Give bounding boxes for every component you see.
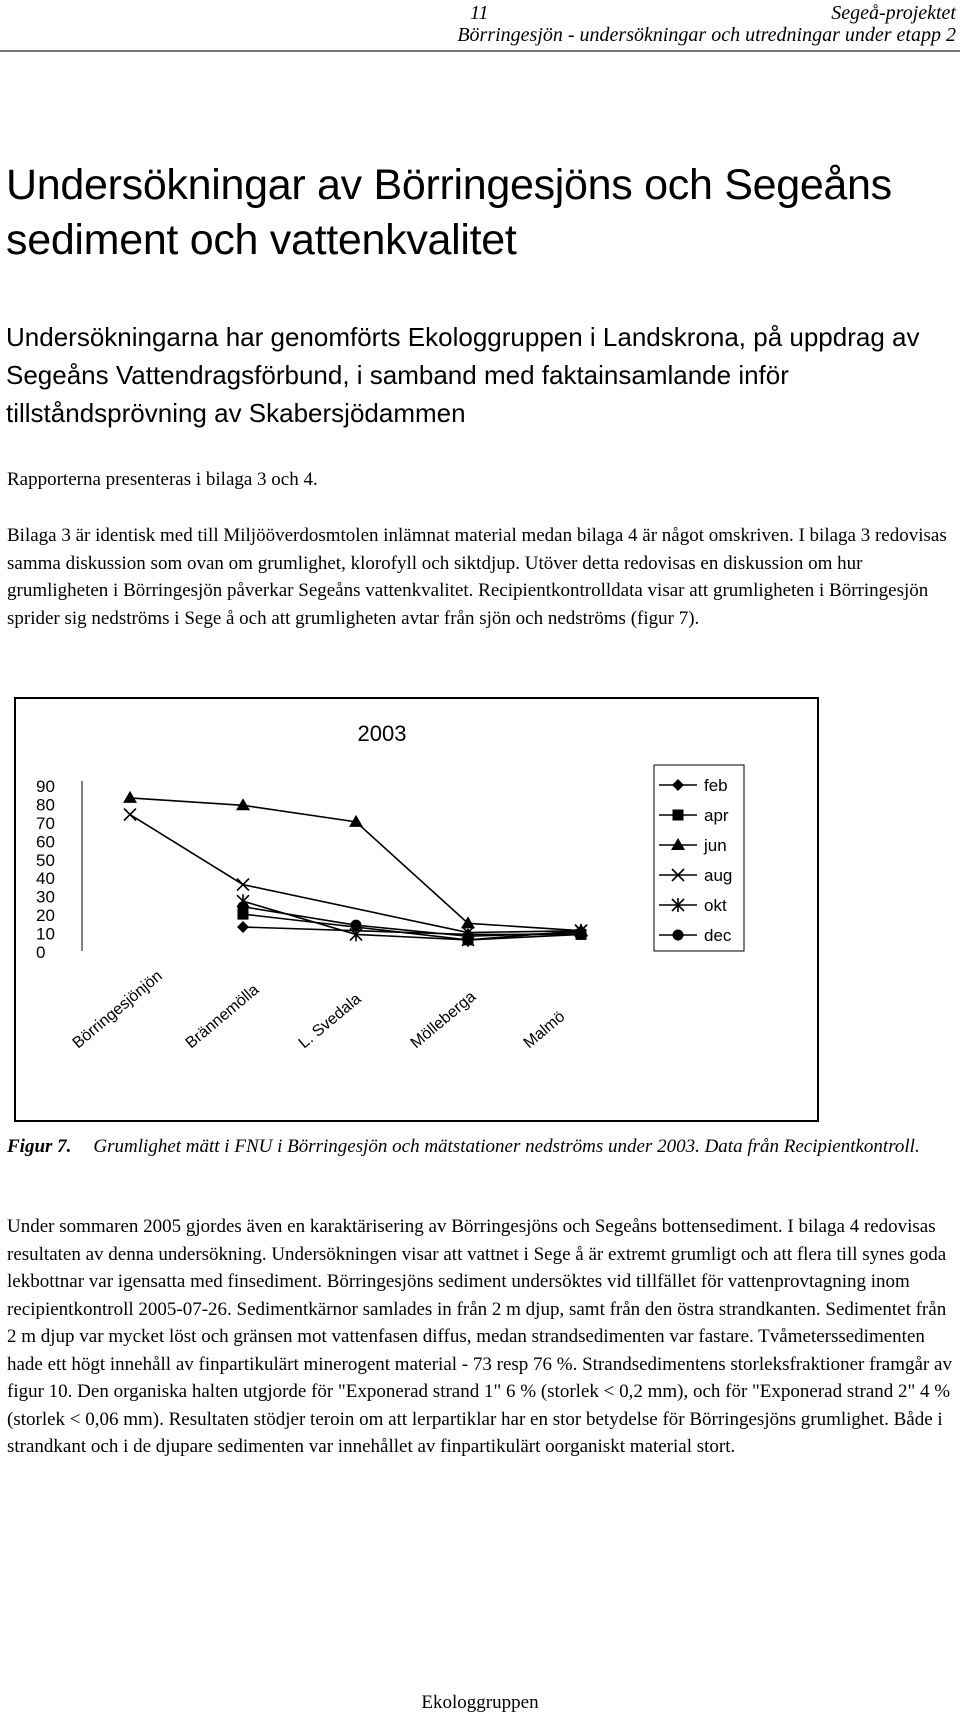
- header-project: Segeå-projektet: [831, 2, 956, 24]
- page-number: 11: [470, 2, 489, 24]
- caption-text: Grumlighet mätt i FNU i Börringesjön och mätstationer nedströms under 2003. Data från Recipientkontroll.: [93, 1136, 920, 1157]
- data-point-dec: [238, 901, 249, 912]
- legend-label: okt: [704, 896, 727, 915]
- paragraph-3: Under sommaren 2005 gjordes även en karaktärisering av Börringesjöns och Segeåns bottensediment. I bilaga 4 redovisas resultaten av denna undersökning. Undersökningen visar att vattnet i Sege å är extremt grumligt och att flera till synes goda lekbottnar var igensatta med finsediment. Börringesjöns sediment undersöktes vid tillfället för vattenprovtagning inom recipientkontroll 2005-07-26. Sedimentkärnor samlades in från 2 m djup, samt från den östra strandkanten. Sedimentet från 2 m djup var mycket löst och gränsen mot vattenfasen diffus, medan strandsedimenten var fastare. Tvåmeterssedimenten hade ett högt innehåll av finpartikulärt minerogent material - 73 resp 76 %. Strandsedimentens storleksfraktioner framgår av figur 10. Den organiska halten utgjorde för "Exponerad strand 1" 6 % (storlek < 0,2 mm), och för "Exponerad strand 2" 4 % (storlek < 0,06 mm). Resultaten stödjer teroin om att lerpartiklar har en stor betydelse för Börringesjöns grumlighet. Både i strandkant och i de djupare sedimenten var innehållet av finpartikulärt oorganiskt material stort.: [7, 1216, 952, 1457]
- y-tick-label: 20: [36, 906, 55, 926]
- y-tick-label: 30: [36, 887, 55, 907]
- chart-legend: [654, 765, 744, 951]
- data-point-dec: [351, 920, 362, 931]
- data-point-feb: [237, 921, 249, 933]
- legend-label: dec: [704, 926, 732, 945]
- x-tick-label: L. Svedala: [295, 990, 365, 1053]
- caption-label: Figur 7.: [7, 1136, 72, 1157]
- data-point-dec: [576, 927, 587, 938]
- data-point-dec: [463, 931, 474, 942]
- data-point-aug: [237, 879, 249, 891]
- legend-marker-apr: [673, 810, 684, 821]
- y-tick-label: 40: [36, 869, 55, 889]
- y-tick-label: 60: [36, 832, 55, 852]
- header-subtitle: Börringesjön - undersökningar och utredningar under etapp 2: [457, 24, 956, 46]
- data-point-aug: [124, 809, 136, 821]
- x-tick-label: Brännemölla: [182, 981, 263, 1053]
- y-tick-label: 80: [36, 795, 55, 815]
- chart-svg: [16, 699, 817, 1120]
- paragraph-1: Rapporterna presenteras i bilaga 3 och 4.: [7, 469, 318, 490]
- chart-title: 2003: [357, 721, 407, 746]
- figure-7-chart: [14, 697, 819, 1122]
- legend-marker-feb: [672, 779, 684, 791]
- x-tick-label: Mölleberga: [407, 988, 480, 1053]
- header-rule: [0, 50, 960, 52]
- series-line-aug: [130, 815, 581, 933]
- intro-text: Undersökningarna har genomförts Ekologgruppen i Landskrona, på uppdrag av Segeåns Vattendragsförbund, i samband med faktainsamlande inför tillståndsprövning av Skabersjödammen: [6, 322, 920, 428]
- page-title: Undersökningar av Börringesjöns och Segeåns sediment och vattenkvalitet: [6, 161, 892, 264]
- footer: Ekologgruppen: [421, 1692, 539, 1713]
- figure-caption: [7, 1133, 947, 1160]
- y-tick-label: 10: [36, 924, 55, 944]
- y-tick-label: 50: [36, 850, 55, 870]
- legend-label: apr: [704, 806, 729, 825]
- legend-marker-jun: [671, 838, 685, 850]
- y-tick-label: 70: [36, 813, 55, 833]
- legend-label: jun: [704, 836, 727, 855]
- y-tick-label: 0: [36, 943, 46, 962]
- legend-label: feb: [704, 776, 728, 795]
- legend-label: aug: [704, 866, 733, 885]
- data-point-jun: [123, 791, 137, 803]
- x-tick-label: Börringesjönjön: [69, 967, 166, 1053]
- y-tick-label: 90: [36, 777, 55, 796]
- legend-marker-dec: [673, 930, 684, 941]
- paragraph-2: Bilaga 3 är identisk med till Miljööverdosmtolen inlämnat material medan bilaga 4 är något omskriven. I bilaga 3 redovisas samma diskussion som ovan om grumlighet, klorofyll och siktdjup. Utöver detta redovisas en diskussion om hur grumligheten i Börringesjön påverkar Segeåns vattenkvalitet. Recipientkontrolldata visar att grumligheten i Börringesjön sprider sig nedströms i Sege å och att grumligheten avtar från sjön och nedströms (figur 7).: [7, 525, 947, 629]
- x-tick-label: Malmö: [520, 1008, 569, 1053]
